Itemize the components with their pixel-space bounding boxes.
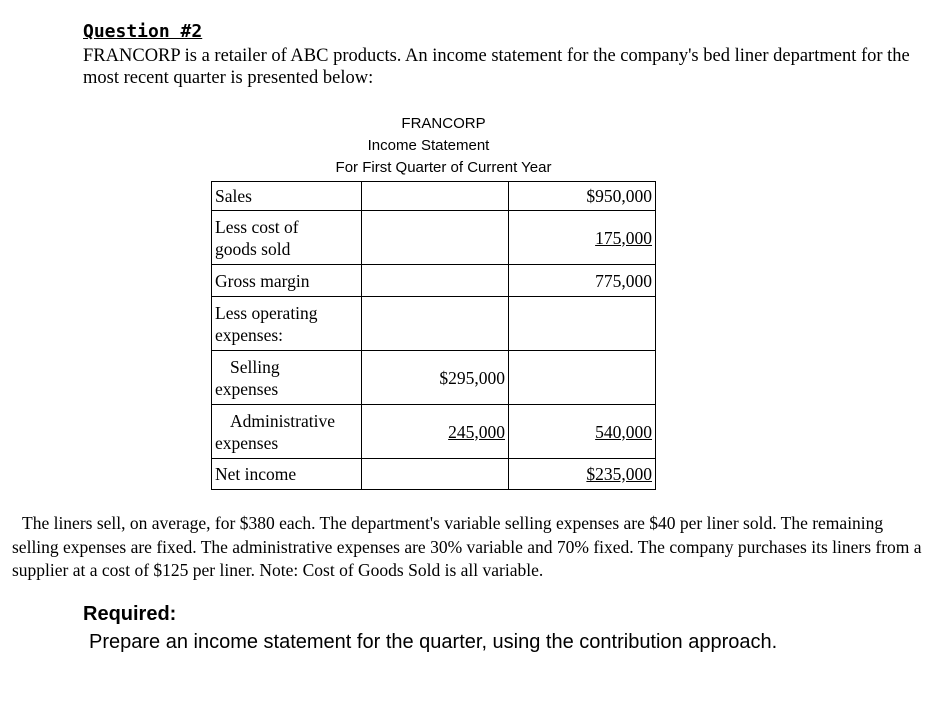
- income-statement-table: [211, 181, 656, 490]
- cell-admin-col1: [362, 405, 509, 459]
- cell-cogs-col2: [509, 211, 656, 265]
- cell-opex-col1: [362, 297, 509, 351]
- required-title: Required:: [83, 603, 177, 625]
- table-row: [212, 351, 656, 405]
- row-label-selling-line2: expenses: [215, 378, 279, 399]
- row-label-admin-line1: Administrative: [230, 410, 335, 431]
- row-label-cogs-line1: Less cost of: [215, 216, 299, 237]
- table-row: [212, 459, 656, 490]
- table-row: [212, 297, 656, 351]
- cogs-amount: 175,000: [595, 227, 652, 248]
- row-label-selling: [212, 351, 362, 405]
- problem-notes: The liners sell, on average, for $380 each. The department's variable selling expenses are $40 per liner sold. The remaining selling expenses are fixed. The administrative expenses are 30% variable and 70% fixed. The company purchases its liners from a supplier at a cost of $125 per liner. Note: Cost of Goods Sold is all variable.: [12, 513, 922, 580]
- question-title: Question #2: [83, 21, 203, 42]
- cell-cogs-col1: [362, 211, 509, 265]
- row-label-opex-line1: Less operating: [215, 302, 318, 323]
- table-row: [212, 265, 656, 297]
- admin-amount: 245,000: [448, 421, 505, 442]
- cell-sales-col2: $950,000: [509, 182, 656, 211]
- cell-net-income-col2: [509, 459, 656, 490]
- question-intro: FRANCORP is a retailer of ABC products. An income statement for the company's bed liner department for the most recent quarter is presented below:: [83, 46, 910, 88]
- cell-selling-col2: [509, 351, 656, 405]
- cell-admin-col2: [509, 405, 656, 459]
- row-label-net-income: Net income: [212, 459, 362, 490]
- row-label-sales: Sales: [212, 182, 362, 211]
- cell-gross-margin-col2: 775,000: [509, 265, 656, 297]
- row-label-cogs: [212, 211, 362, 265]
- row-label-selling-line1: Selling: [230, 356, 280, 377]
- row-label-opex-line2: expenses:: [215, 324, 284, 345]
- cell-net-income-col1: [362, 459, 509, 490]
- table-row: [212, 405, 656, 459]
- statement-name: Income Statement: [367, 137, 490, 154]
- row-label-admin: [212, 405, 362, 459]
- statement-company: FRANCORP: [401, 115, 486, 132]
- total-opex-amount: 540,000: [595, 421, 652, 442]
- cell-selling-col1: $295,000: [362, 351, 509, 405]
- net-income-amount: $235,000: [586, 464, 652, 484]
- cell-gross-margin-col1: [362, 265, 509, 297]
- row-label-opex: [212, 297, 362, 351]
- row-label-cogs-line2: goods sold: [215, 238, 291, 259]
- cell-sales-col1: [362, 182, 509, 211]
- statement-period: For First Quarter of Current Year: [335, 159, 552, 176]
- row-label-admin-line2: expenses: [215, 432, 279, 453]
- table-row: [212, 182, 656, 211]
- table-row: [212, 211, 656, 265]
- row-label-gross-margin: Gross margin: [212, 265, 362, 297]
- required-text: Prepare an income statement for the quarter, using the contribution approach.: [89, 631, 778, 653]
- cell-opex-col2: [509, 297, 656, 351]
